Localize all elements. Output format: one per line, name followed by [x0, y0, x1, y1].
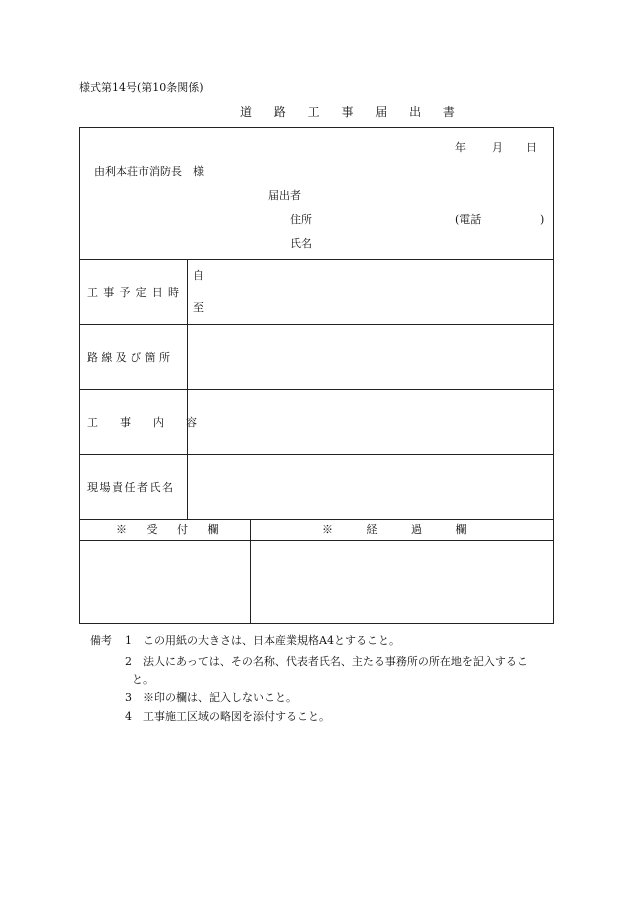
site-manager-label: 現場責任者氏名: [87, 481, 175, 494]
row-divider: [80, 540, 553, 541]
date-month-label: 月: [492, 141, 503, 154]
row-divider: [80, 389, 553, 390]
work-content-label: 工事内容: [87, 416, 219, 429]
reception-column-header: ※ 受 付 欄: [116, 523, 227, 536]
route-label: 路線及び箇所: [87, 351, 174, 364]
name-label: 氏名: [290, 237, 312, 250]
form-table: [79, 127, 554, 624]
row-divider: [80, 324, 553, 325]
addressee: 由利本荘市消防長 様: [94, 165, 204, 178]
address-label: 住所: [290, 213, 312, 226]
schedule-to-label: 至: [193, 301, 204, 314]
phone-label: (電話: [455, 213, 482, 226]
note-text: ※印の欄は、記入しないこと。: [143, 691, 297, 704]
note-number: 3: [125, 691, 132, 704]
document-title: 道 路 工 事 届 出 書: [240, 105, 464, 119]
form-number: 様式第14号(第10条関係): [79, 81, 204, 94]
date-day-label: 日: [526, 141, 537, 154]
date-year-label: 年: [455, 141, 466, 154]
row-divider: [80, 519, 553, 520]
schedule-from-label: 自: [193, 269, 204, 282]
schedule-label: 工事予定日時: [87, 286, 185, 299]
note-number: 4: [125, 710, 132, 723]
applicant-label: 届出者: [268, 189, 301, 202]
note-text: 工事施工区域の略図を添付すること。: [143, 710, 330, 723]
note-text: この用紙の大きさは、日本産業規格A4とすること。: [143, 634, 400, 647]
note-number: 1: [125, 634, 132, 647]
progress-column-header: ※ 経 過 欄: [322, 523, 482, 536]
footer-column-divider: [250, 519, 251, 623]
label-column-divider: [187, 259, 188, 519]
notes-heading: 備考: [90, 634, 112, 647]
row-divider: [80, 259, 553, 260]
row-divider: [80, 454, 553, 455]
note-number: 2: [125, 655, 132, 668]
note-text: 法人にあっては、その名称、代表者氏名、主たる事務所の所在地を記入するこ: [143, 655, 528, 668]
note-text-continued: と。: [132, 673, 154, 686]
phone-close: ): [540, 213, 545, 226]
